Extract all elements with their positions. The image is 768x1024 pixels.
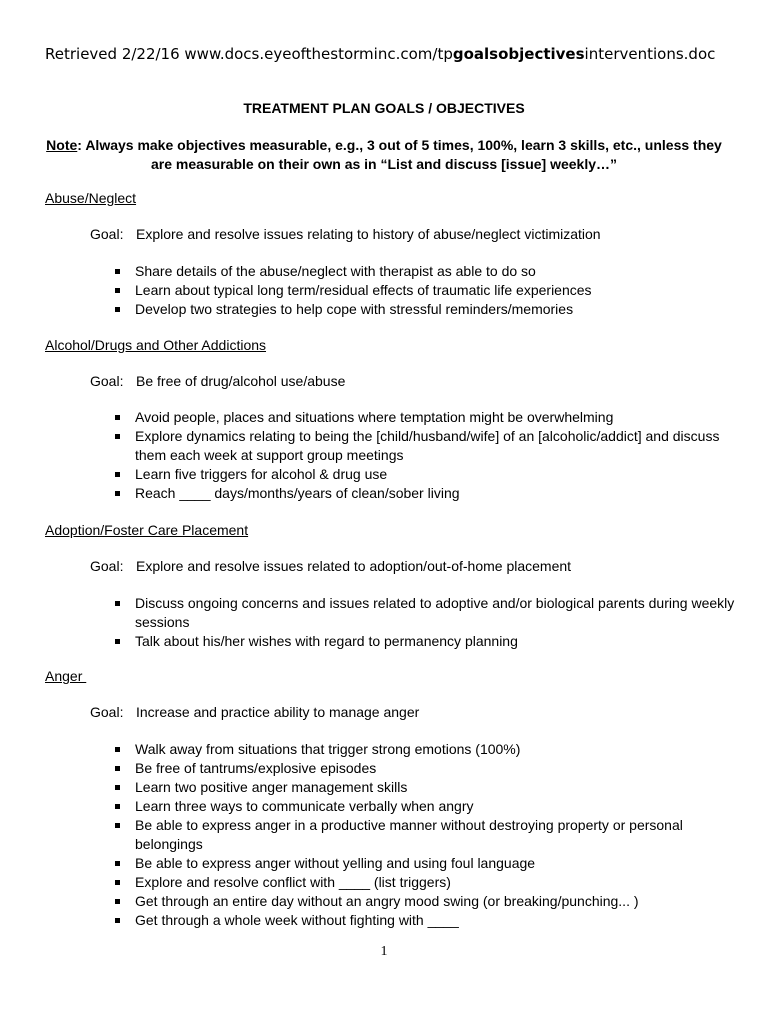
note-paragraph: [40, 136, 728, 174]
list-item: Be able to express anger without yelling and using foul language: [135, 854, 735, 873]
list-item: Learn three ways to communicate verbally when angry: [135, 797, 735, 816]
section-heading-abuse-neglect: Abuse/Neglect: [45, 190, 137, 206]
list-item: Talk about his/her wishes with regard to permanency planning: [135, 632, 735, 651]
goal-text: Explore and resolve issues relating to history of abuse/neglect victimization: [136, 226, 601, 242]
list-item: Explore dynamics relating to being the [child/husband/wife] of an [alcoholic/addict] and discuss them each week at support group meetings: [135, 427, 735, 465]
section-goal-anger: [90, 704, 419, 720]
list-item: Walk away from situations that trigger strong emotions (100%): [135, 740, 735, 759]
goal-text: Be free of drug/alcohol use/abuse: [136, 373, 346, 389]
retrieved-line: [45, 45, 715, 63]
list-item: Discuss ongoing concerns and issues related to adoptive and/or biological parents during weekly sessions: [135, 595, 735, 630]
list-item: Learn two positive anger management skills: [135, 778, 735, 797]
section-heading-alcohol-drugs: Alcohol/Drugs and Other Addictions: [45, 337, 267, 353]
retrieved-bold: goalsobjectives: [452, 45, 585, 63]
goal-label: Goal:: [90, 226, 124, 242]
list-item: Reach ____ days/months/years of clean/sober living: [135, 484, 735, 503]
goal-text: Explore and resolve issues related to adoption/out-of-home placement: [136, 558, 572, 574]
section-heading-anger: Anger: [45, 668, 87, 684]
retrieved-suffix: interventions.doc: [584, 45, 716, 63]
list-item: Share details of the abuse/neglect with therapist as able to do so: [135, 262, 735, 281]
objectives-list-anger: [135, 740, 735, 930]
list-item: Get through an entire day without an angry mood swing (or breaking/punching... ): [135, 892, 735, 911]
section-goal-alcohol-drugs: [90, 373, 345, 389]
list-item: Avoid people, places and situations where temptation might be overwhelming: [135, 408, 735, 427]
objectives-list-alcohol-drugs: [135, 408, 735, 503]
list-item: Be free of tantrums/explosive episodes: [135, 759, 735, 778]
page-title: TREATMENT PLAN GOALS / OBJECTIVES: [243, 100, 525, 116]
page-number: 1: [380, 944, 388, 959]
list-item: Develop two strategies to help cope with stressful reminders/memories: [135, 300, 735, 319]
goal-label: Goal:: [90, 704, 124, 720]
list-item: Learn five triggers for alcohol & drug use: [135, 465, 735, 484]
list-item: Learn about typical long term/residual effects of traumatic life experiences: [135, 281, 735, 300]
section-goal-abuse-neglect: [90, 226, 601, 242]
goal-label: Goal:: [90, 373, 124, 389]
objectives-list-abuse-neglect: [135, 262, 735, 319]
section-heading-adoption-foster-care: Adoption/Foster Care Placement: [45, 522, 249, 538]
list-item: Explore and resolve conflict with ____ (list triggers): [135, 873, 735, 892]
note-label: Note: [46, 137, 78, 153]
retrieved-prefix: Retrieved 2/22/16 www.docs.eyeofthestorminc.com/tp: [45, 45, 453, 63]
goal-text: Increase and practice ability to manage anger: [136, 704, 420, 720]
section-goal-adoption-foster-care: [90, 558, 571, 574]
note-text: : Always make objectives measurable, e.g., 3 out of 5 times, 100%, learn 3 skills, etc., unless they are measurable on their own as in “List and discuss [issue] weekly…”: [77, 137, 722, 172]
goal-label: Goal:: [90, 558, 124, 574]
objectives-list-adoption-foster-care: [135, 594, 735, 651]
list-item: Get through a whole week without fighting with ____: [135, 911, 735, 930]
list-item: Be able to express anger in a productive manner without destroying property or personal belongings: [135, 816, 735, 854]
